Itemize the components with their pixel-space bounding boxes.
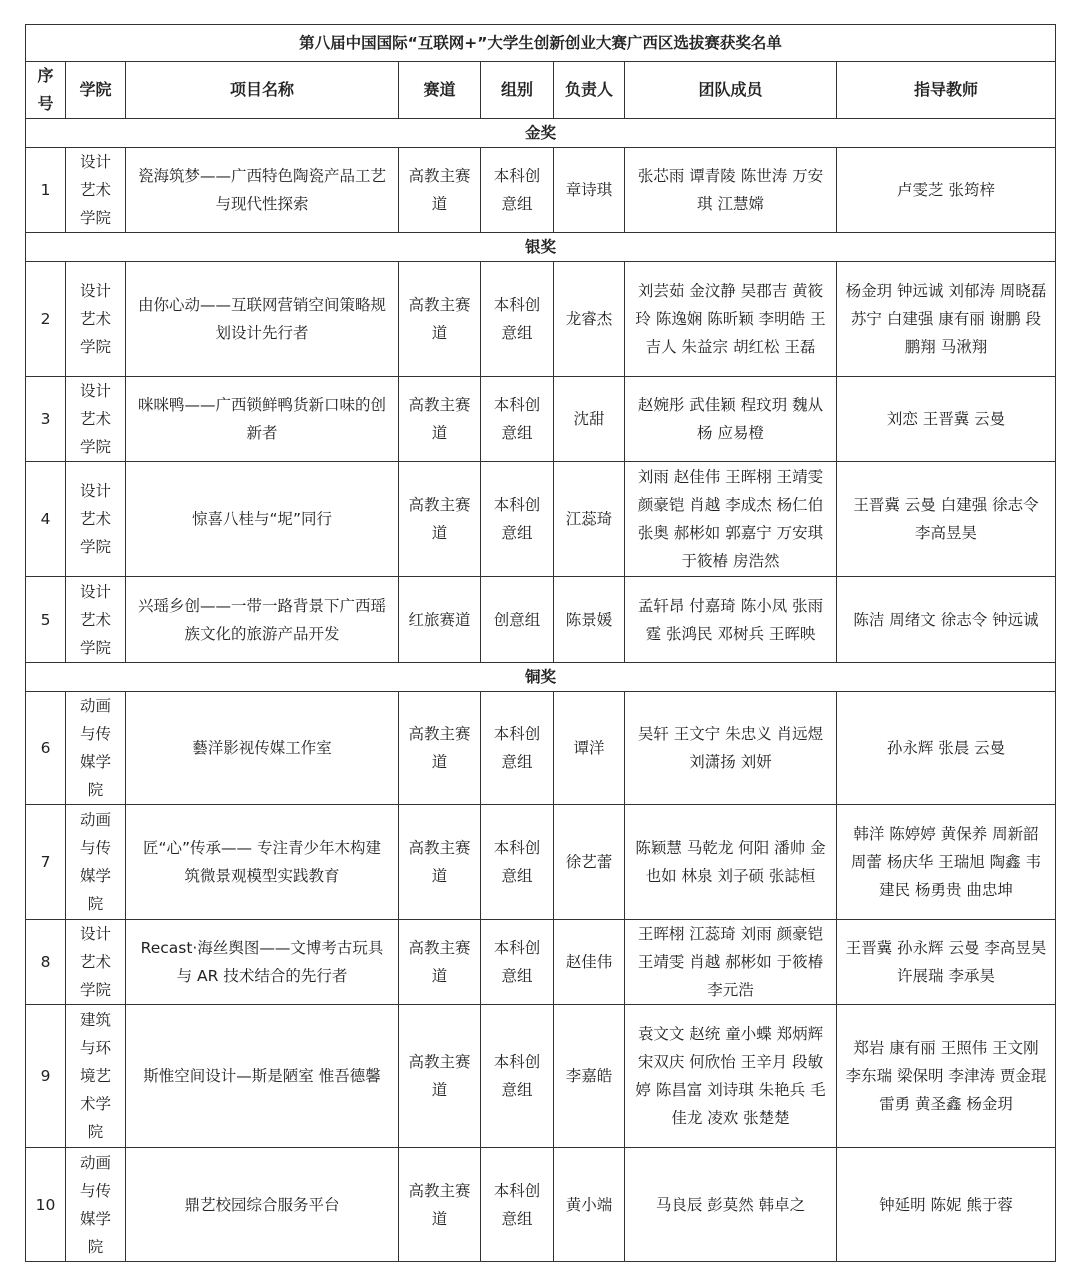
cell-group: 创意组: [481, 577, 554, 663]
cell-project: 斯惟空间设计—斯是陋室 惟吾德馨: [126, 1005, 399, 1148]
cell-college: 设计艺术学院: [66, 920, 126, 1005]
cell-advisors: 刘恋 王晋冀 云曼: [837, 377, 1056, 462]
cell-members: 刘雨 赵佳伟 王晖栩 王靖雯 颜豪铠 肖越 李成杰 杨仁伯 张奥 郝彬如 郭嘉宁 万安琪 于筱椿 房浩然: [625, 462, 837, 577]
cell-track: 红旅赛道: [399, 577, 481, 663]
cell-advisors: 韩洋 陈婷婷 黄保养 周新韶 周蕾 杨庆华 王瑞旭 陶鑫 韦建民 杨勇贵 曲忠坤: [837, 805, 1056, 920]
cell-track: 高教主赛道: [399, 805, 481, 920]
table-row: [26, 1148, 1056, 1262]
cell-members: 马良辰 彭莫然 韩卓之: [625, 1148, 837, 1262]
cell-leader: 黄小端: [554, 1148, 625, 1262]
cell-project: 藝洋影视传媒工作室: [126, 692, 399, 805]
award-list-table: [25, 24, 1056, 1262]
cell-advisors: 郑岩 康有丽 王照伟 王文刚 李东瑞 梁保明 李津涛 贾金琨 雷勇 黄圣鑫 杨金玥: [837, 1005, 1056, 1148]
award-section-header: [26, 119, 1056, 148]
table-row: [26, 1005, 1056, 1148]
cell-project: 兴瑶乡创——一带一路背景下广西瑶族文化的旅游产品开发: [126, 577, 399, 663]
cell-no: 5: [26, 577, 66, 663]
cell-members: 陈颖慧 马乾龙 何阳 潘帅 金也如 林泉 刘子硕 张誌桓: [625, 805, 837, 920]
cell-advisors: 王晋冀 孙永辉 云曼 李高昱昊 许展瑞 李承昊: [837, 920, 1056, 1005]
cell-leader: 章诗琪: [554, 148, 625, 233]
table-row: [26, 148, 1056, 233]
cell-track: 高教主赛道: [399, 920, 481, 1005]
cell-group: 本科创意组: [481, 1148, 554, 1262]
cell-no: 4: [26, 462, 66, 577]
table-row: [26, 920, 1056, 1005]
cell-college: 动画与传媒学院: [66, 805, 126, 920]
cell-track: 高教主赛道: [399, 1148, 481, 1262]
cell-group: 本科创意组: [481, 148, 554, 233]
cell-project: 匠“心”传承—— 专注青少年木构建筑微景观模型实践教育: [126, 805, 399, 920]
cell-advisors: 杨金玥 钟远诚 刘郁涛 周晓磊 苏宁 白建强 康有丽 谢鹏 段鹏翔 马湫翔: [837, 262, 1056, 377]
column-header-advisors: 指导教师: [837, 62, 1056, 119]
award-section-header: [26, 663, 1056, 692]
cell-group: 本科创意组: [481, 462, 554, 577]
column-header-leader: 负责人: [554, 62, 625, 119]
cell-members: 张芯雨 谭青陵 陈世涛 万安琪 江慧嫦: [625, 148, 837, 233]
cell-no: 2: [26, 262, 66, 377]
award-level-label: 金奖: [26, 119, 1056, 148]
cell-leader: 龙睿杰: [554, 262, 625, 377]
table-row: [26, 577, 1056, 663]
table-row: [26, 692, 1056, 805]
cell-college: 设计艺术学院: [66, 462, 126, 577]
table-row: [26, 462, 1056, 577]
cell-no: 3: [26, 377, 66, 462]
table-row: [26, 805, 1056, 920]
cell-advisors: 卢雯芝 张筠梓: [837, 148, 1056, 233]
cell-members: 吴轩 王文宁 朱忠义 肖远煜 刘潇扬 刘妍: [625, 692, 837, 805]
cell-leader: 江蕊琦: [554, 462, 625, 577]
cell-group: 本科创意组: [481, 262, 554, 377]
cell-members: 赵婉彤 武佳颖 程玟玥 魏从杨 应易橙: [625, 377, 837, 462]
cell-no: 9: [26, 1005, 66, 1148]
column-header-members: 团队成员: [625, 62, 837, 119]
cell-group: 本科创意组: [481, 1005, 554, 1148]
award-level-label: 银奖: [26, 233, 1056, 262]
document-title: 第八届中国国际“互联网+”大学生创新创业大赛广西区选拔赛获奖名单: [26, 25, 1056, 62]
cell-track: 高教主赛道: [399, 692, 481, 805]
cell-leader: 陈景媛: [554, 577, 625, 663]
cell-college: 建筑与环境艺术学院: [66, 1005, 126, 1148]
cell-group: 本科创意组: [481, 920, 554, 1005]
cell-project: 瓷海筑梦——广西特色陶瓷产品工艺与现代性探索: [126, 148, 399, 233]
cell-no: 6: [26, 692, 66, 805]
cell-leader: 李嘉皓: [554, 1005, 625, 1148]
cell-members: 袁文文 赵统 童小蝶 郑炳辉 宋双庆 何欣怡 王辛月 段敏婷 陈昌富 刘诗琪 朱艳兵 毛佳龙 凌欢 张楚楚: [625, 1005, 837, 1148]
cell-no: 10: [26, 1148, 66, 1262]
cell-college: 设计艺术学院: [66, 577, 126, 663]
cell-group: 本科创意组: [481, 805, 554, 920]
cell-college: 动画与传媒学院: [66, 692, 126, 805]
column-header-no: 序号: [26, 62, 66, 119]
cell-project: Recast·海丝舆图——文博考古玩具与 AR 技术结合的先行者: [126, 920, 399, 1005]
column-header-college: 学院: [66, 62, 126, 119]
cell-track: 高教主赛道: [399, 148, 481, 233]
award-section-header: [26, 233, 1056, 262]
cell-track: 高教主赛道: [399, 262, 481, 377]
cell-project: 惊喜八桂与“坭”同行: [126, 462, 399, 577]
cell-project: 咪咪鸭——广西锁鲜鸭货新口味的创新者: [126, 377, 399, 462]
cell-college: 设计艺术学院: [66, 377, 126, 462]
column-header-track: 赛道: [399, 62, 481, 119]
cell-leader: 徐艺蕾: [554, 805, 625, 920]
cell-project: 由你心动——互联网营销空间策略规划设计先行者: [126, 262, 399, 377]
table-row: [26, 377, 1056, 462]
table-row: [26, 262, 1056, 377]
cell-no: 7: [26, 805, 66, 920]
cell-track: 高教主赛道: [399, 1005, 481, 1148]
cell-no: 1: [26, 148, 66, 233]
cell-college: 设计艺术学院: [66, 262, 126, 377]
column-header-project: 项目名称: [126, 62, 399, 119]
cell-college: 动画与传媒学院: [66, 1148, 126, 1262]
cell-project: 鼎艺校园综合服务平台: [126, 1148, 399, 1262]
cell-group: 本科创意组: [481, 377, 554, 462]
cell-advisors: 钟延明 陈妮 熊于蓉: [837, 1148, 1056, 1262]
cell-leader: 谭洋: [554, 692, 625, 805]
cell-advisors: 陈洁 周绪文 徐志令 钟远诚: [837, 577, 1056, 663]
cell-leader: 赵佳伟: [554, 920, 625, 1005]
cell-track: 高教主赛道: [399, 462, 481, 577]
cell-advisors: 王晋冀 云曼 白建强 徐志令 李高昱昊: [837, 462, 1056, 577]
cell-no: 8: [26, 920, 66, 1005]
cell-track: 高教主赛道: [399, 377, 481, 462]
cell-leader: 沈甜: [554, 377, 625, 462]
award-level-label: 铜奖: [26, 663, 1056, 692]
column-header-group: 组别: [481, 62, 554, 119]
cell-college: 设计艺术学院: [66, 148, 126, 233]
cell-members: 孟轩昂 付嘉琦 陈小凤 张雨霆 张鸿民 邓树兵 王晖映: [625, 577, 837, 663]
cell-members: 王晖栩 江蕊琦 刘雨 颜豪铠 王靖雯 肖越 郝彬如 于筱椿 李元浩: [625, 920, 837, 1005]
cell-members: 刘芸茹 金汶静 吴郡吉 黄筱玲 陈逸娴 陈昕颖 李明皓 王吉人 朱益宗 胡红松 王磊: [625, 262, 837, 377]
cell-advisors: 孙永辉 张晨 云曼: [837, 692, 1056, 805]
cell-group: 本科创意组: [481, 692, 554, 805]
